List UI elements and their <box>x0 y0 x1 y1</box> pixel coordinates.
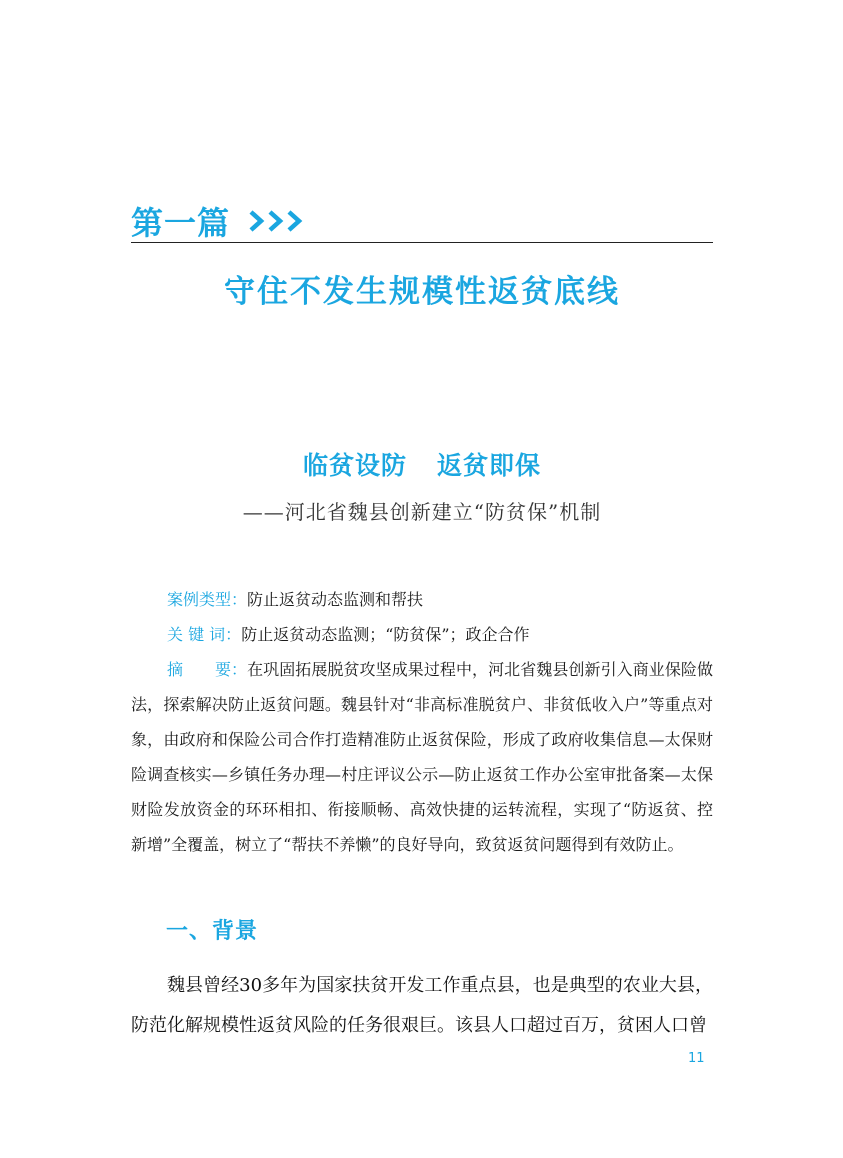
keywords-value: 防止返贫动态监测；“防贫保”；政企合作 <box>241 625 530 644</box>
body-paragraph: 魏县曾经30多年为国家扶贫开发工作重点县，也是典型的农业大县，防范化解规模性返贫风险的任务很艰巨。该县人口超过百万，贫困人口曾 <box>131 975 713 1036</box>
case-type-label: 案例类型： <box>167 590 248 609</box>
keywords-row <box>131 617 713 652</box>
case-title <box>131 446 713 482</box>
case-type-value: 防止返贫动态监测和帮扶 <box>247 590 424 609</box>
part-label: 第一篇 <box>131 204 231 242</box>
case-title-part1: 临贫设防 <box>302 451 407 480</box>
part-title: 守住不发生规模性返贫底线 <box>224 274 620 310</box>
abstract-label: 摘 要： <box>167 660 248 679</box>
section-heading: 一、背景 <box>166 919 259 944</box>
chevron-right-icon <box>248 210 305 232</box>
case-title-part2: 返贫即保 <box>437 451 542 480</box>
page-number: 11 <box>688 1051 705 1066</box>
keywords-label: 关 键 词： <box>167 625 242 644</box>
part-header <box>131 198 305 244</box>
case-subtitle: ——河北省魏县创新建立“防贫保”机制 <box>242 500 602 524</box>
abstract <box>131 652 713 862</box>
header-divider <box>131 242 713 243</box>
abstract-text: 在巩固拓展脱贫攻坚成果过程中，河北省魏县创新引入商业保险做法，探索解决防止返贫问题。魏县针对“非高标准脱贫户、非贫低收入户”等重点对象，由政府和保险公司合作打造精准防止返贫保险，形成了政府收集信息—太保财险调查核实—乡镇任务办理—村庄评议公示—防止返贫工作办公室审批备案—太保财险发放资金的环环相扣、衔接顺畅、高效快捷的运转流程，实现了“防返贫、控新增”全覆盖，树立了“帮扶不养懒”的良好导向，致贫返贫问题得到有效防止。 <box>131 660 713 854</box>
case-type-row <box>131 582 713 617</box>
